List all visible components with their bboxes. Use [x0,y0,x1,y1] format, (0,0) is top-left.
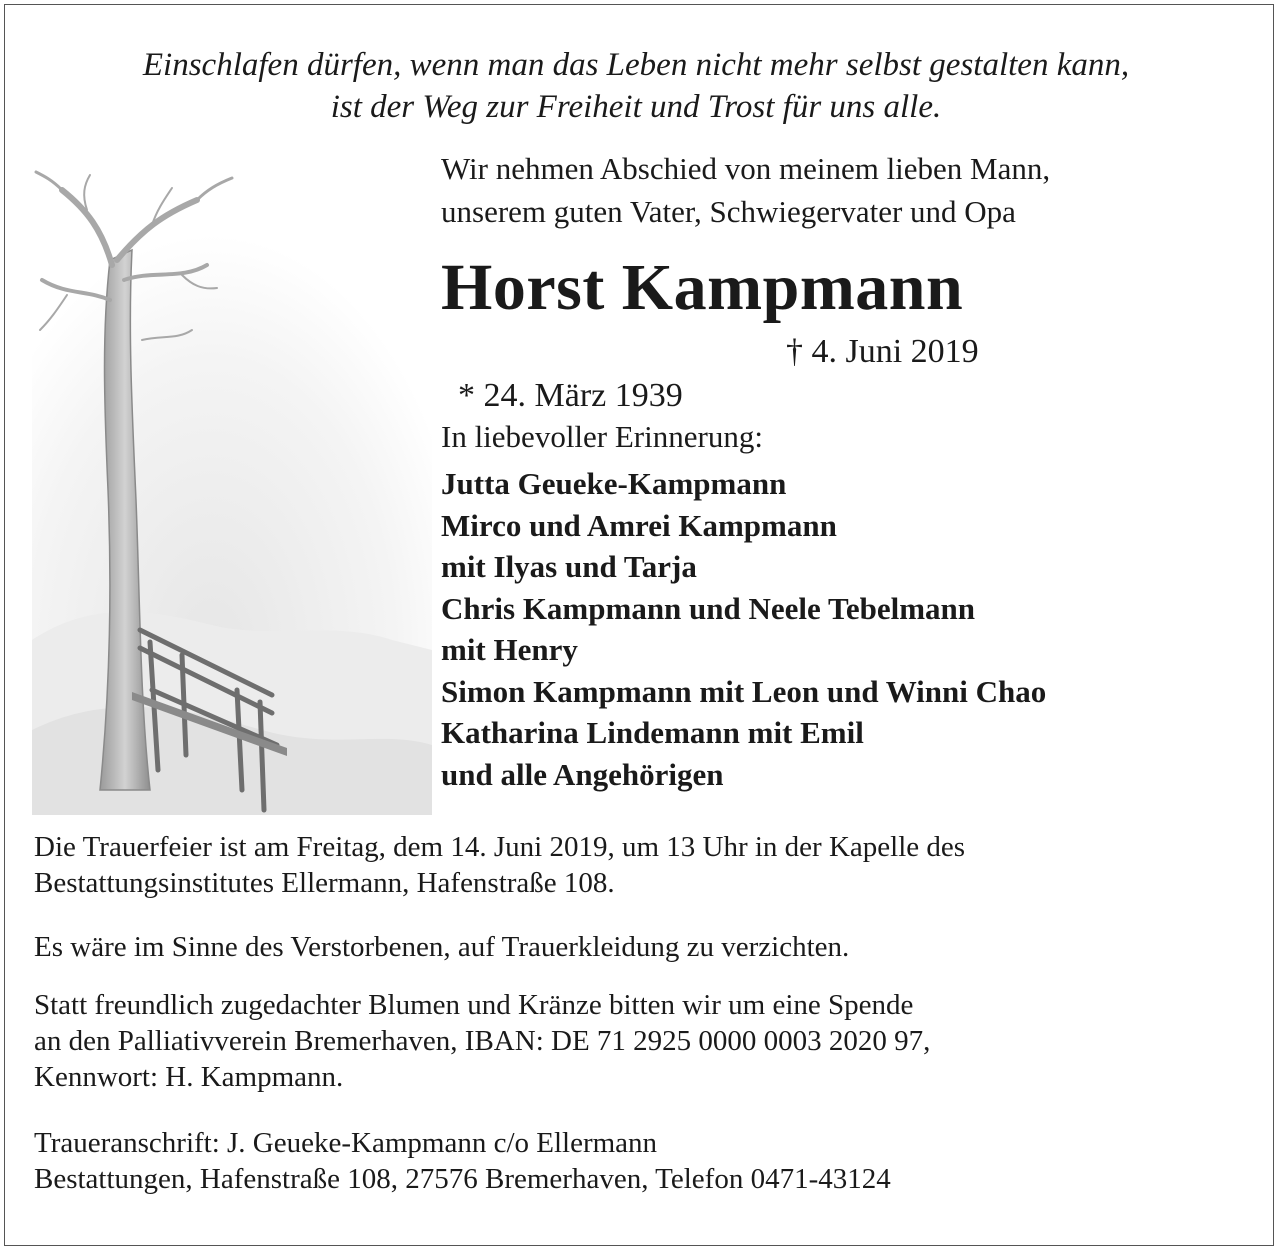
mourning-address [34,1125,891,1197]
farewell-intro [441,147,1050,233]
deceased-name: Horst Kampmann [441,251,964,324]
attire-note: Es wäre im Sinne des Verstorbenen, auf Trauerkleidung zu verzichten. [34,931,850,963]
family-member: Mirco und Amrei Kampmann [441,507,837,543]
family-member: Jutta Geueke-Kampmann [441,466,787,501]
family-member: und alle Angehörigen [441,756,724,792]
family-member: Katharina Lindemann mit Emil [441,715,864,750]
tree-and-bench-illustration [32,170,432,815]
motto-line-1: Einschlafen dürfen, wenn man das Leben nicht mehr selbst gestalten kann, [142,47,1130,83]
family-member: Simon Kampmann mit Leon und Winni Chao [441,673,1047,709]
intro-line-1: Wir nehmen Abschied von meinem lieben Mann, [441,151,1051,186]
family-member: mit Ilyas und Tarja [441,549,697,584]
death-date: † 4. Juni 2019 [786,333,979,370]
memory-heading: In liebevoller Erinnerung: [441,419,763,454]
family-list [441,463,1046,795]
donation-line-1: Statt freundlich zugedachter Blumen und Kränze bitten wir um eine Spende [34,989,914,1021]
birth-date: * 24. März 1939 [458,377,683,414]
address-line-2: Bestattungen, Hafenstraße 108, 27576 Bremerhaven, Telefon 0471-43124 [34,1163,891,1195]
intro-line-2: unserem guten Vater, Schwiegervater und Opa [441,194,1016,229]
service-line-2: Bestattungsinstitutes Ellermann, Hafenstraße 108. [34,867,615,899]
donation-line-3: Kennwort: H. Kampmann. [34,1061,344,1093]
motto-line-2: ist der Weg zur Freiheit und Trost für uns alle. [330,89,942,125]
address-line-1: Traueranschrift: J. Geueke-Kampmann c/o Ellermann [34,1127,658,1159]
donation-info [34,987,930,1095]
service-line-1: Die Trauerfeier ist am Freitag, dem 14. Juni 2019, um 13 Uhr in der Kapelle des [34,831,966,863]
family-member: Chris Kampmann und Neele Tebelmann [441,590,975,626]
service-info [34,829,965,901]
donation-line-2: an den Palliativverein Bremerhaven, IBAN: DE 71 2925 0000 0003 2020 97, [34,1025,931,1057]
motto [0,44,1272,128]
family-member: mit Henry [441,632,578,667]
